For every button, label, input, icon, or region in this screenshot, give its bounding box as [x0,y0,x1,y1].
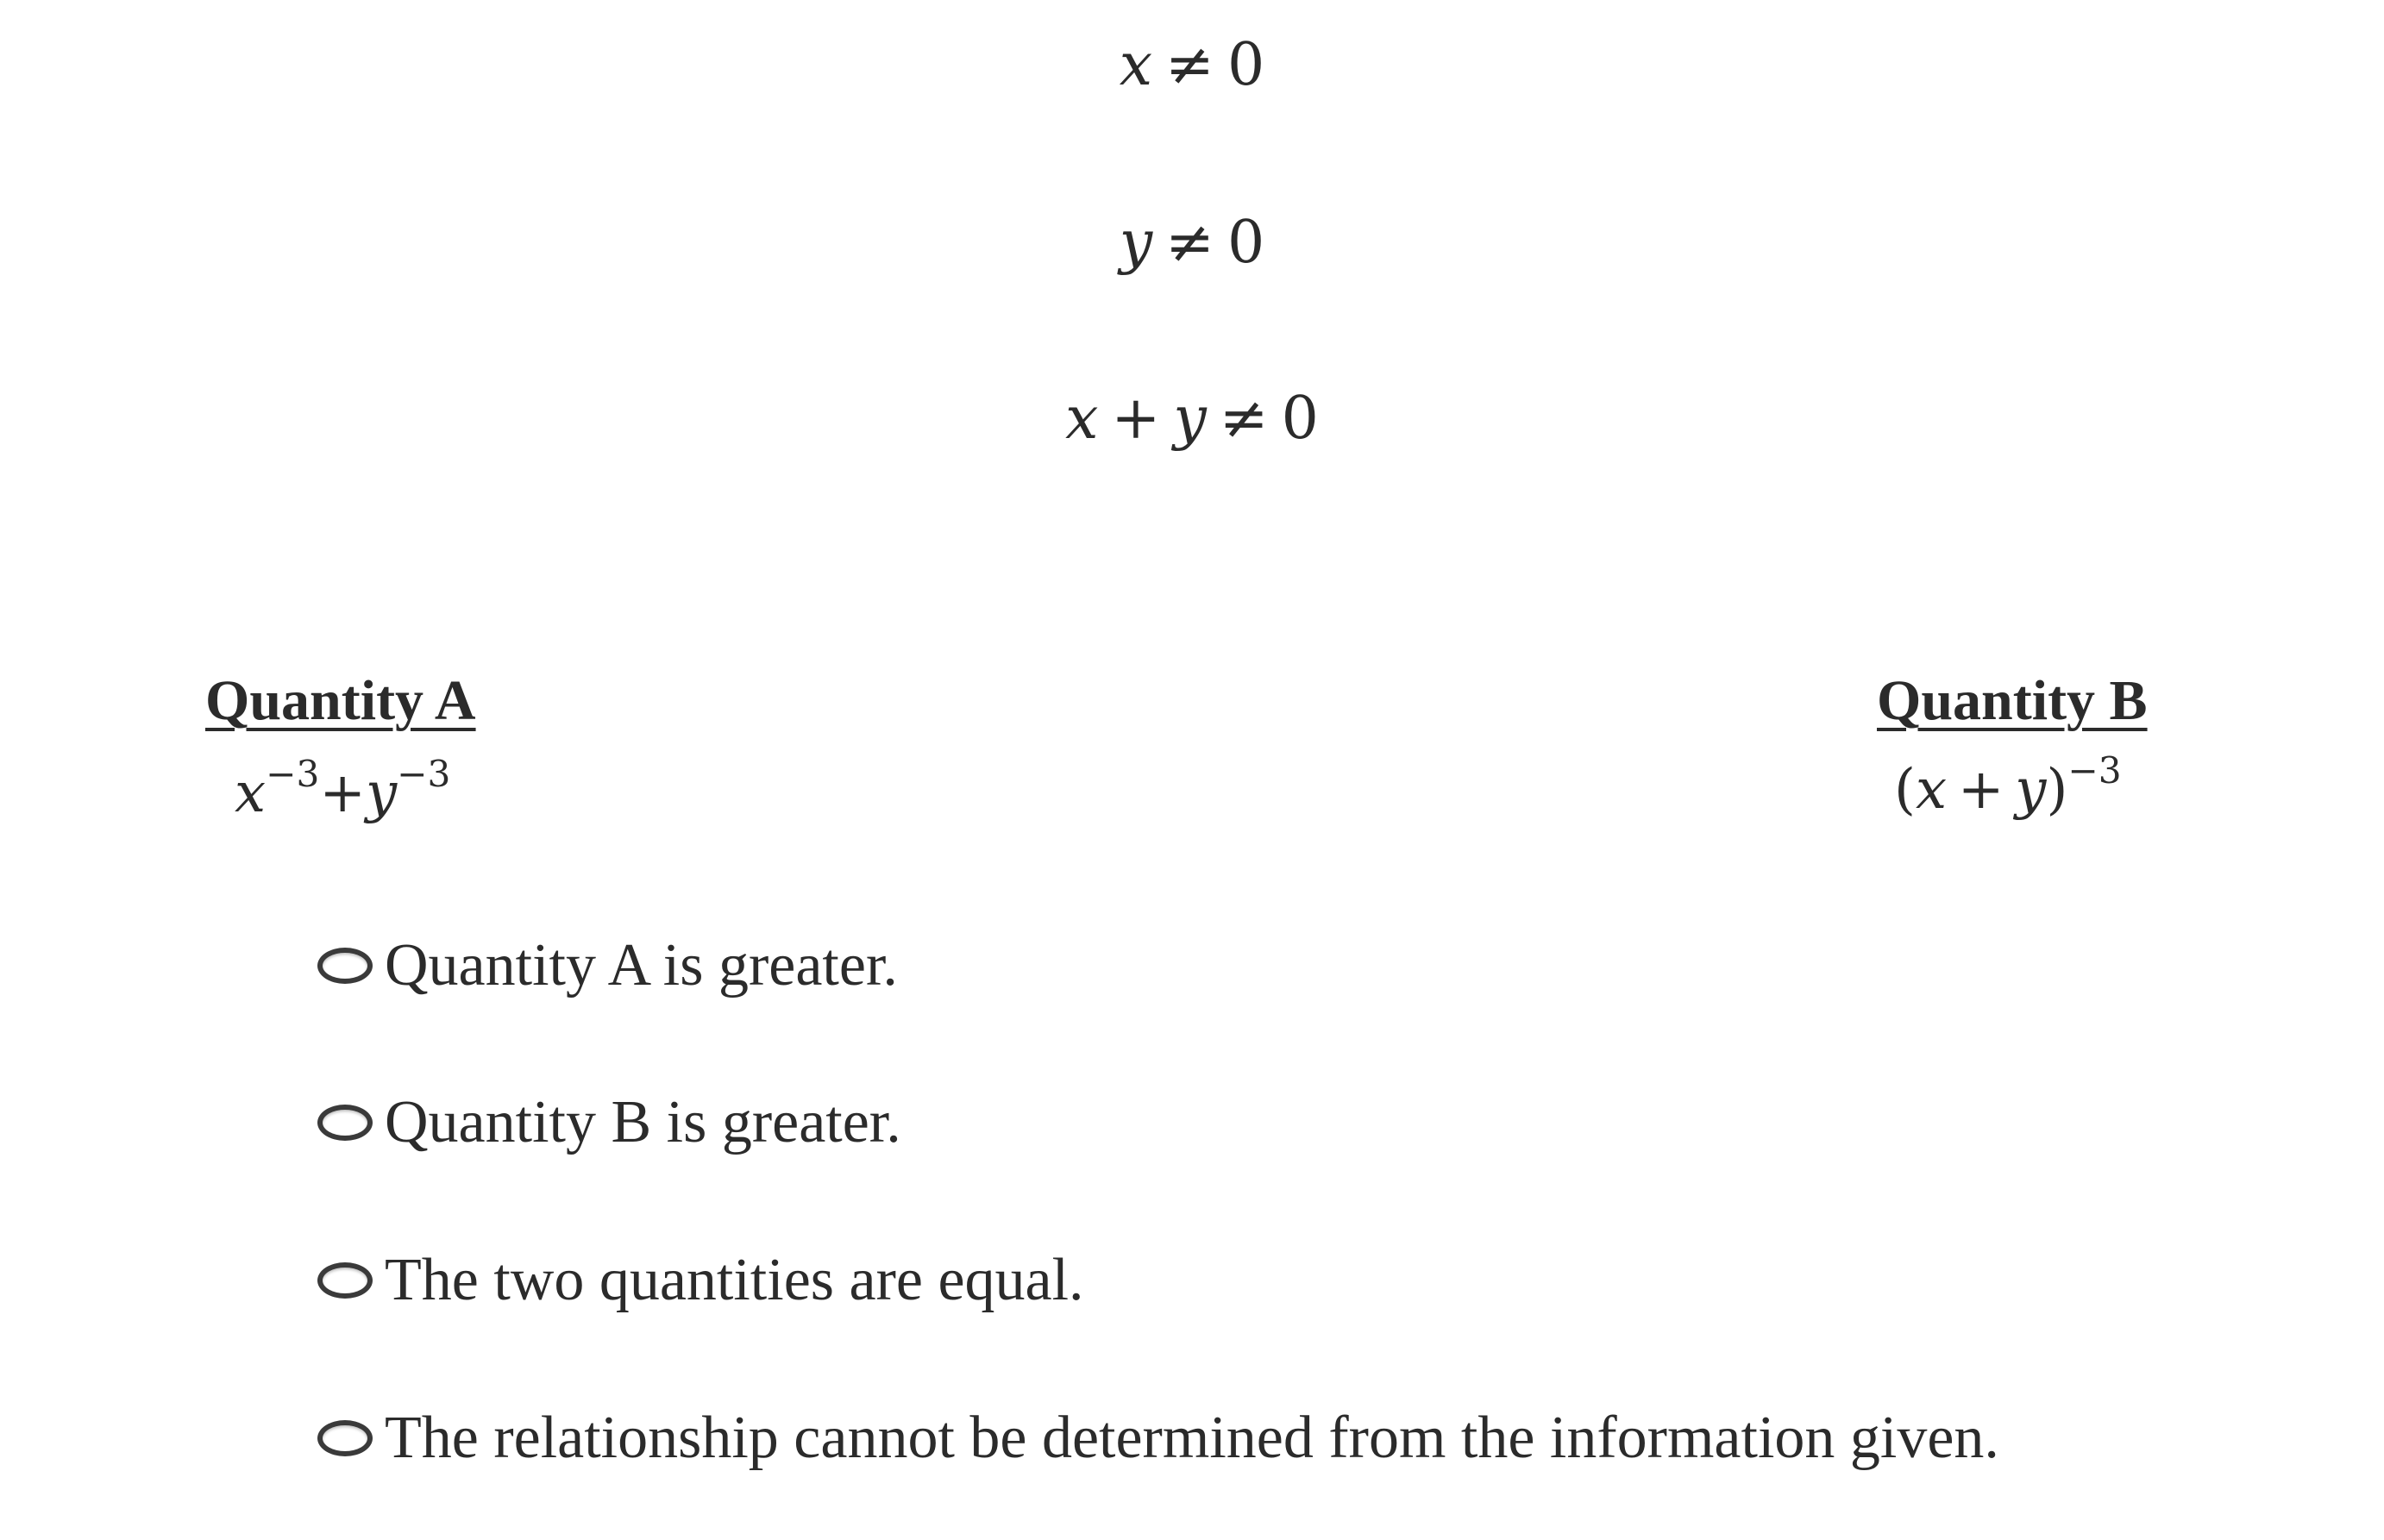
condition-x-rhs: 0 [1227,31,1265,99]
condition-sum-rhs: 0 [1281,385,1319,453]
quantity-a-plus: + [319,761,366,825]
quantity-b-heading: Quantity B [1877,669,2148,732]
quantity-a-expression [235,753,451,825]
quantity-b-var-y: y [2015,758,2047,822]
condition-x-op: ≠ [1165,31,1215,99]
quantity-b-expression [1894,749,2122,822]
condition-sum-y: y [1173,385,1207,453]
condition-y-op: ≠ [1165,209,1215,277]
quantity-b-var-x: x [1915,758,1948,822]
condition-y-var: y [1119,209,1153,277]
condition-sum-x: x [1065,385,1099,453]
option-quantity-b-greater[interactable] [317,1088,901,1157]
option-label-b: Quantity B is greater. [385,1089,901,1155]
quantity-a-exp-y: −3 [397,753,451,796]
condition-sum-plus: + [1111,385,1161,453]
option-label-c: The two quantities are equal. [385,1247,1084,1313]
quantity-a-base-x: x [235,761,267,825]
quantity-b-open-paren: ( [1894,758,1916,822]
quantity-a-base-y: y [365,761,398,825]
quantity-b-close-paren: ) [2046,758,2068,822]
option-label-d: The relationship cannot be determined from the information given. [385,1405,1999,1471]
radio-button-b[interactable] [317,1105,373,1141]
radio-button-c[interactable] [317,1262,373,1299]
option-cannot-determine[interactable] [317,1404,1999,1473]
quantity-a-heading: Quantity A [205,669,476,732]
radio-button-a[interactable] [317,948,373,984]
option-label-a: Quantity A is greater. [385,932,898,998]
condition-sum-nonzero [0,385,2384,453]
radio-button-d[interactable] [317,1420,373,1456]
condition-y-nonzero [0,209,2384,277]
condition-x-nonzero [0,31,2384,99]
condition-sum-op: ≠ [1219,385,1269,453]
condition-x-var: x [1119,31,1153,99]
option-quantities-equal[interactable] [317,1246,1084,1315]
option-quantity-a-greater[interactable] [317,931,898,1000]
quantity-b-plus: + [1957,758,2004,822]
condition-y-rhs: 0 [1227,209,1265,277]
quantity-b-exp: −3 [2067,749,2122,792]
quantity-a-exp-x: −3 [266,753,320,796]
